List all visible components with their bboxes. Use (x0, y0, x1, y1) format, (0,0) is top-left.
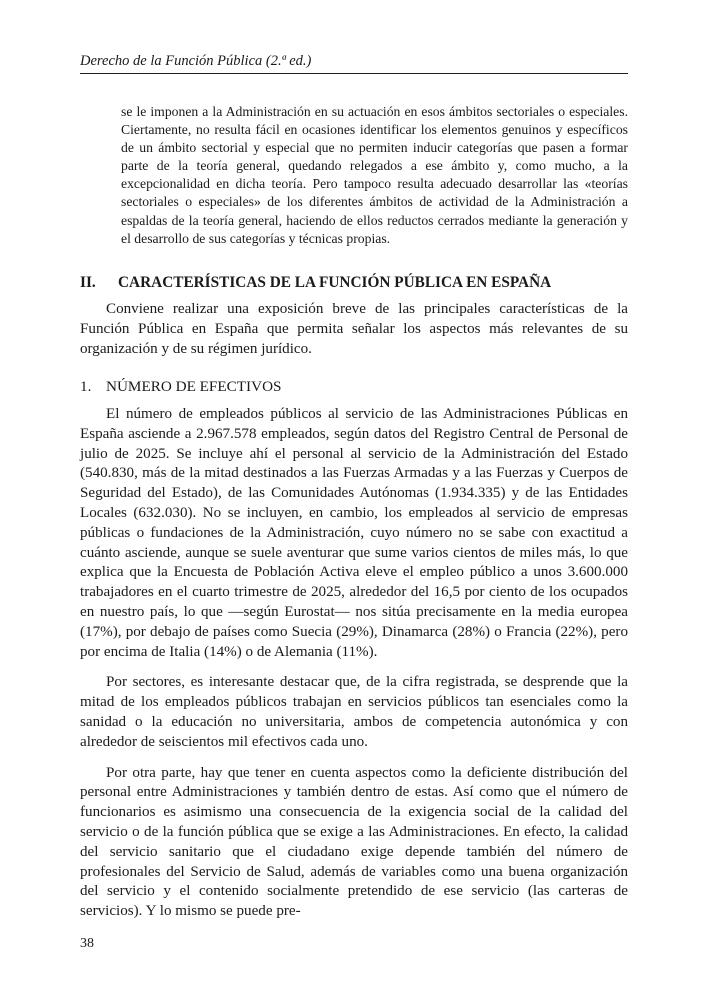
section-title: CARACTERÍSTICAS DE LA FUNCIÓN PÚBLICA EN ESPAÑA (118, 274, 552, 291)
intro-paragraph: Conviene realizar una exposición breve de las principales características de la Función Pública en España que permita señalar los aspectos más relevantes de su organización y de su régimen jurídico. (80, 301, 628, 357)
block-quote (121, 103, 628, 248)
quote-paragraph: se le imponen a la Administración en su actuación en esos ámbitos sectoriales o especiales. Ciertamente, no resulta fácil en ocasiones identificar los elementos genuinos y específicos de un ámbito sectorial y especial que no permiten inducir categorías que pasen a formar parte de la teoría general, quedando relegados a ese ámbito y, como mucho, a la excepcionalidad en dicha teoría. Pero tampoco resulta adecuado desarrollar las «teorías sectoriales o especiales» de los diferentes ámbitos de actividad de la Administración a espaldas de la teoría general, haciendo de ellos reductos cerrados mediante la generación y el desarrollo de sus categorías y técnicas propias. (121, 104, 628, 246)
subsection-number: 1. (80, 378, 92, 395)
subsection-title: NÚMERO DE EFECTIVOS (106, 378, 282, 395)
section-intro (80, 300, 628, 370)
running-head: Derecho de la Función Pública (2.ª ed.) (80, 52, 628, 74)
section-number: II. (80, 274, 96, 291)
body-paragraph: Por sectores, es interesante destacar que, de la cifra registrada, se desprende que la mitad de los empleados públicos trabajan en servicios públicos tan esenciales como la sanidad o la educación no universitaria, ambos de competencia autonómica y con alrededor de seiscientos mil efectivos cada uno. (80, 674, 628, 750)
section-heading (80, 273, 628, 293)
body-paragraph: Por otra parte, hay que tener en cuenta aspectos como la deficiente distribución del personal entre Administraciones y también dentro de estas. Así como que el número de funcionarios es asimismo una consecuencia de la exigencia social de la calidad del servicio o de la función pública que se exige a las Administraciones. En efecto, la calidad del servicio sanitario que el ciudadano exige depende también del número de profesionales del Servicio de Salud, además de variables como una buena organización del servicio y el contenido socialmente pretendido de ese servicio (las carteras de servicios). Y lo mismo se puede pre- (80, 764, 628, 920)
subsection-body (80, 405, 628, 933)
body-paragraph: El número de empleados públicos al servicio de las Administraciones Públicas en España asciende a 2.967.578 empleados, según datos del Registro Central de Personal de julio de 2025. Se incluye ahí el personal al servicio de la Administración del Estado (540.830, más de la mitad destinados a las Fuerzas Armadas y a las Fuerzas y Cuerpos de Seguridad del Estado), de las Comunidades Autónomas (1.934.335) y de las Entidades Locales (632.030). No se incluyen, en cambio, los empleados al servicio de empresas públicas o fundaciones de la Administración, cuyo número no se sabe con exactitud a cuánto asciende, aunque se suele aventurar que sume varios cientos de miles más, lo que explica que la Encuesta de Población Activa eleve el empleo público a unos 3.600.000 trabajadores en el cuarto trimestre de 2025, alrededor del 16,5 por ciento de los ocupados en nuestro país, lo que —según Eurostat— nos sitúa precisamente en la media europea (17%), por debajo de países como Suecia (29%), Dinamarca (28%) o Francia (22%), pero por encima de Italia (14%) o de Alemania (11%). (80, 406, 628, 660)
page-number: 38 (80, 936, 94, 951)
subsection-heading (80, 377, 628, 397)
